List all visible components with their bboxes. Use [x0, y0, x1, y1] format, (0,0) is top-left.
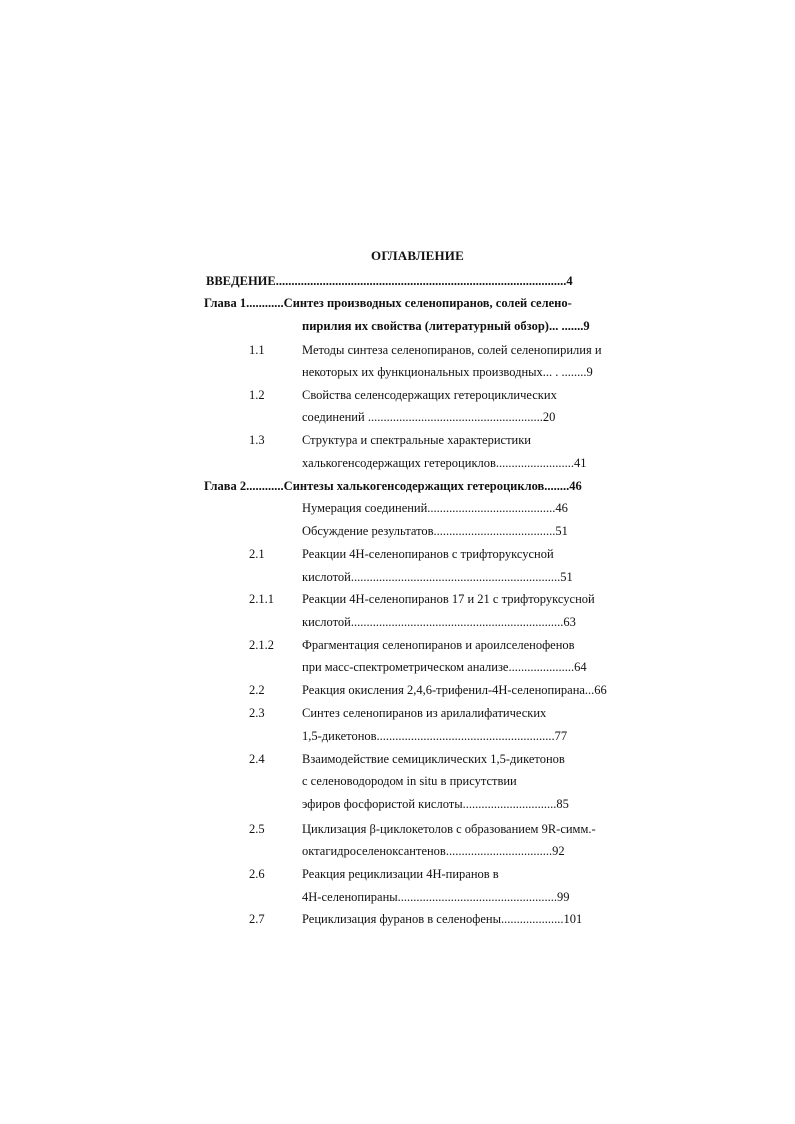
toc-num-2-5: 2.5 [249, 822, 265, 836]
toc-num-1-2: 1.2 [249, 388, 265, 402]
toc-num-1-3: 1.3 [249, 433, 265, 447]
toc-line-2-1-cont: кислотой...................................................................51 [302, 570, 573, 584]
toc-line-2-5-cont: октагидроселеноксантенов..................................92 [302, 844, 565, 858]
toc-line-2-1: Реакции 4Н-селенопиранов с трифторуксусной [302, 547, 554, 561]
toc-line-2-1-2: Фрагментация селенопиранов и ароилселенофенов [302, 638, 575, 652]
toc-num-2-1: 2.1 [249, 547, 265, 561]
toc-num-2-7: 2.7 [249, 912, 265, 926]
toc-line-2-4-cont2: эфиров фосфористой кислоты..............................85 [302, 797, 569, 811]
toc-num-2-1-2: 2.1.2 [249, 638, 274, 652]
toc-line-2-3-cont: 1,5-дикетонов.........................................................77 [302, 729, 568, 743]
toc-line-1-3-cont: халькогенсодержащих гетероциклов.........................41 [302, 456, 587, 470]
toc-line-chapter-1-cont: пирилия их свойства (литературный обзор)... .......9 [302, 319, 590, 333]
toc-line-2-1-1-cont: кислотой....................................................................63 [302, 615, 576, 629]
toc-line-2-1-2-cont: при масс-спектрометрическом анализе.....................64 [302, 660, 587, 674]
toc-line-1-1-cont: некоторых их функциональных производных... . ........9 [302, 365, 593, 379]
toc-line-1-3: Структура и спектральные характеристики [302, 433, 531, 447]
toc-line-1-2-cont: соединений ........................................................20 [302, 410, 556, 424]
toc-num-2-4: 2.4 [249, 752, 265, 766]
toc-line-2-4: Взаимодействие семициклических 1,5-дикетонов [302, 752, 565, 766]
toc-line-2-7: Рециклизация фуранов в селенофены....................101 [302, 912, 583, 926]
toc-title: ОГЛАВЛЕНИЕ [371, 248, 464, 263]
toc-line-introduction: ВВЕДЕНИЕ.............................................................................................4 [206, 274, 573, 288]
toc-line-2-5: Циклизация β-циклокетолов с образованием 9R-симм.- [302, 822, 596, 836]
toc-line-chapter-1: Глава 1............Синтез производных селенопиранов, солей селено- [204, 296, 572, 310]
toc-num-2-1-1: 2.1.1 [249, 592, 274, 606]
toc-num-2-2: 2.2 [249, 683, 265, 697]
toc-line-numbering: Нумерация соединений.........................................46 [302, 501, 568, 515]
toc-line-chapter-2: Глава 2............Синтезы халькогенсодержащих гетероциклов........46 [204, 479, 582, 493]
toc-line-2-1-1: Реакции 4Н-селенопиранов 17 и 21 с трифторуксусной [302, 592, 595, 606]
toc-line-1-2: Свойства селенсодержащих гетероциклических [302, 388, 557, 402]
toc-line-2-2: Реакция окисления 2,4,6-трифенил-4Н-селенопирана...66 [302, 683, 607, 697]
toc-line-2-6: Реакция рециклизации 4Н-пиранов в [302, 867, 499, 881]
toc-line-2-6-cont: 4Н-селенопираны...................................................99 [302, 890, 570, 904]
toc-num-2-6: 2.6 [249, 867, 265, 881]
toc-line-2-3: Синтез селенопиранов из арилалифатических [302, 706, 547, 720]
toc-line-1-1: Методы синтеза селенопиранов, солей селенопирилия и [302, 343, 602, 357]
toc-line-2-4-cont1: с селеноводородом in situ в присутствии [302, 774, 517, 788]
toc-num-2-3: 2.3 [249, 706, 265, 720]
toc-num-1-1: 1.1 [249, 343, 265, 357]
toc-line-discussion: Обсуждение результатов.......................................51 [302, 524, 568, 538]
